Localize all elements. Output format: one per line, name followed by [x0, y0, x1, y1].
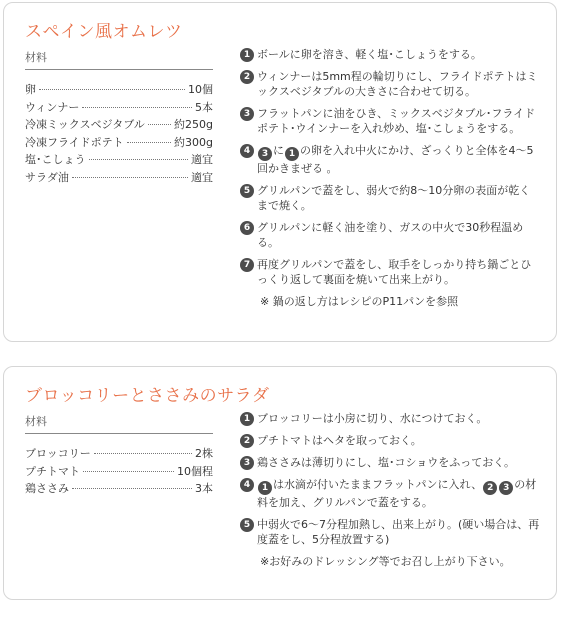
step-item	[240, 183, 540, 213]
ingredient-quantity: 2株	[195, 447, 213, 460]
step-number-badge: 3	[240, 107, 254, 121]
step-reference-badge: 1	[285, 147, 299, 161]
ingredient-name: 塩･こしょう	[25, 153, 86, 166]
recipe-title: スペイン風オムレツ	[25, 22, 183, 42]
step-text	[257, 143, 540, 176]
leader-dots	[148, 124, 171, 125]
step-number-badge: 6	[240, 221, 254, 235]
step-item	[240, 257, 540, 287]
ingredient-name: プチトマト	[25, 464, 80, 478]
step-item	[240, 220, 540, 250]
step-text: プチトマトはヘタを取っておく。	[257, 434, 422, 447]
ingredient-row	[25, 81, 213, 99]
step-number-badge: 2	[240, 434, 254, 448]
recipe-card-broccoli-salad	[3, 366, 557, 600]
ingredient-name: ブロッコリー	[25, 447, 91, 460]
step-number-badge: 3	[240, 456, 254, 470]
leader-dots	[39, 89, 185, 90]
ingredient-row	[25, 169, 213, 187]
leader-dots	[89, 159, 189, 160]
step-number-badge: 4	[240, 144, 254, 158]
step-item	[240, 433, 540, 448]
step-text: フラットパンに油をひき、ミックスベジタブル･フライドポテト･ウインナーを入れ炒め、塩･こしょうをする。	[257, 107, 536, 135]
ingredient-quantity: 3本	[195, 482, 213, 495]
step-text-segment: の材料を加え、グリルパンで蓋をする。	[257, 478, 537, 509]
ingredient-quantity: 約300g	[174, 135, 213, 149]
step-reference-badge: 1	[258, 481, 272, 495]
step-item	[240, 411, 540, 426]
step-text: 鶏ささみは薄切りにし、塩･コショウをふっておく。	[257, 456, 516, 469]
ingredient-name: 冷凍ミックスベジタブル	[25, 118, 145, 131]
ingredient-row	[25, 134, 213, 152]
step-item	[240, 47, 540, 62]
ingredient-name: 鶏ささみ	[25, 482, 69, 495]
leader-dots	[83, 471, 174, 472]
steps-list	[240, 411, 540, 569]
step-text: ウィンナーは5mm程の輪切りにし、フライドポテトはミックスベジタブルの大きさに合わせて切る。	[257, 70, 538, 98]
step-text: グリルパンで蓋をし、弱火で約8～10分卵の表面が乾くまで焼く。	[257, 184, 531, 212]
leader-dots	[82, 107, 192, 108]
step-number-badge: 1	[240, 412, 254, 426]
step-text-segment: の卵を入れ中火にかけ、ざっくりと全体を4～5回かきまぜる 。	[257, 144, 534, 175]
step-text	[257, 477, 540, 510]
steps-list	[240, 47, 540, 309]
ingredient-quantity: 10個	[188, 83, 213, 96]
ingredient-row	[25, 445, 213, 463]
ingredient-name: 冷凍フライドポテト	[25, 135, 124, 149]
step-reference-badge: 2	[483, 481, 497, 495]
leader-dots	[72, 488, 192, 489]
step-text: ボールに卵を溶き、軽く塩･こしょうをする。	[257, 48, 482, 61]
step-number-badge: 5	[240, 518, 254, 532]
step-item	[240, 455, 540, 470]
step-item	[240, 477, 540, 510]
recipe-title: ブロッコリーとささみのサラダ	[25, 386, 270, 406]
recipe-note: ※お好みのドレッシング等でお召し上がり下さい。	[260, 555, 511, 568]
ingredient-row	[25, 116, 213, 134]
ingredient-quantity: 約250g	[174, 118, 213, 131]
ingredients-list	[25, 445, 213, 498]
step-number-badge: 7	[240, 258, 254, 272]
step-reference-badge: 3	[499, 481, 513, 495]
leader-dots	[127, 142, 171, 143]
recipe-card-spanish-omelette	[3, 2, 557, 342]
step-item	[240, 143, 540, 176]
ingredient-name: ウィンナー	[25, 100, 80, 114]
ingredient-quantity: 10個程	[177, 464, 213, 478]
step-text-segment: に	[273, 144, 284, 157]
step-number-badge: 1	[240, 48, 254, 62]
step-text: 再度グリルパンで蓋をし、取手をしっかり持ち鍋ごとひっくり返して裏面を焼いて出来上がり。	[257, 258, 532, 286]
step-item	[240, 106, 540, 136]
step-item	[240, 69, 540, 99]
ingredients-heading: 材料	[25, 413, 213, 434]
ingredients-heading: 材料	[25, 49, 213, 70]
step-text: ブロッコリーは小房に切り、水につけておく。	[257, 412, 488, 425]
ingredient-quantity: 5本	[195, 100, 213, 114]
ingredients-list	[25, 81, 213, 186]
step-text: 中弱火で6～7分程加熱し、出来上がり。(硬い場合は、再度蓋をし、5分程放置する)	[257, 518, 540, 546]
step-text: グリルパンに軽く油を塗り、ガスの中火で30秒程温める。	[257, 221, 524, 249]
ingredient-name: サラダ油	[25, 170, 69, 184]
step-reference-badge: 3	[258, 147, 272, 161]
ingredient-row	[25, 463, 213, 481]
ingredient-row	[25, 151, 213, 169]
step-number-badge: 2	[240, 70, 254, 84]
recipe-note: ※ 鍋の返し方はレシピのP11パンを参照	[260, 295, 459, 308]
ingredient-name: 卵	[25, 83, 36, 96]
leader-dots	[72, 177, 188, 178]
ingredient-quantity: 適宜	[191, 153, 213, 166]
ingredient-row	[25, 480, 213, 498]
step-text-segment: は水滴が付いたままフラットパンに入れ、	[273, 478, 483, 491]
leader-dots	[94, 453, 192, 454]
ingredient-quantity: 適宜	[191, 170, 213, 184]
step-number-badge: 5	[240, 184, 254, 198]
step-item	[240, 517, 540, 547]
step-number-badge: 4	[240, 478, 254, 492]
ingredient-row	[25, 99, 213, 117]
